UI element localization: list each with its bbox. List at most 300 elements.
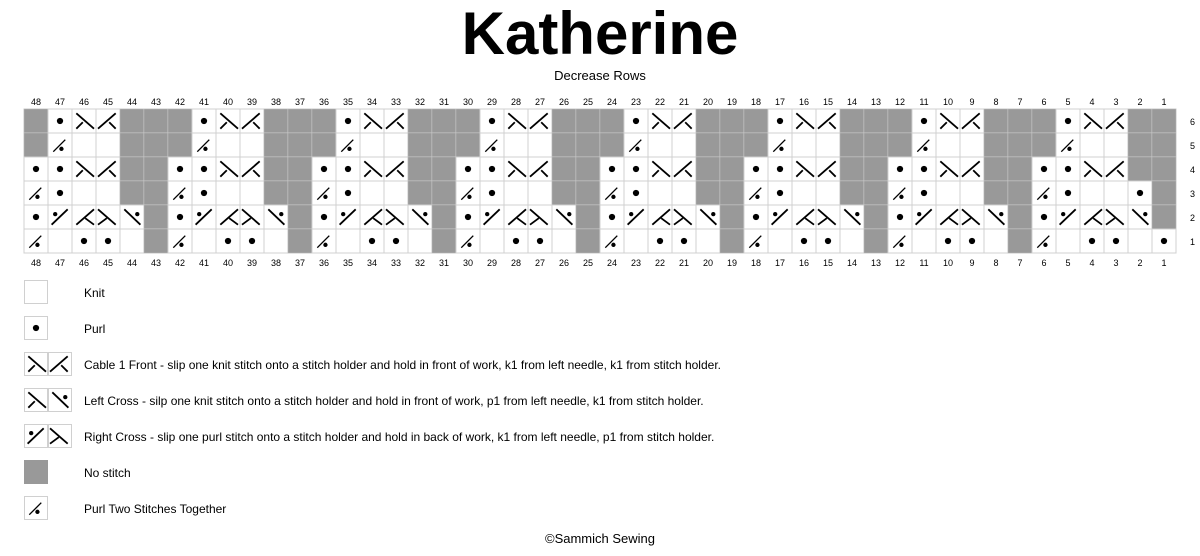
chart-cell xyxy=(744,109,768,133)
chart-cell xyxy=(216,109,240,133)
chart-cell xyxy=(1080,157,1104,181)
chart-cell xyxy=(528,205,552,229)
column-number-bottom: 47 xyxy=(54,258,66,268)
column-number-top: 47 xyxy=(54,97,66,107)
chart-cell xyxy=(864,109,888,133)
chart-cell xyxy=(1104,157,1128,181)
chart-cell xyxy=(216,205,240,229)
column-number-bottom: 8 xyxy=(993,258,999,268)
column-number-top: 18 xyxy=(750,97,762,107)
column-number-top: 46 xyxy=(78,97,90,107)
chart-cell xyxy=(168,157,192,181)
column-number-top: 33 xyxy=(390,97,402,107)
chart-cell xyxy=(816,205,840,229)
chart-cell xyxy=(24,229,48,253)
chart-cell xyxy=(216,181,240,205)
chart-cell xyxy=(72,109,96,133)
chart-cell xyxy=(120,229,144,253)
row-number: 3 xyxy=(1190,189,1196,199)
chart-cell xyxy=(336,133,360,157)
column-number-top: 44 xyxy=(126,97,138,107)
chart-cell xyxy=(240,181,264,205)
chart-cell xyxy=(120,133,144,157)
chart-cell xyxy=(1008,109,1032,133)
chart-cell xyxy=(336,205,360,229)
column-number-top: 4 xyxy=(1089,97,1095,107)
column-number-bottom: 32 xyxy=(414,258,426,268)
chart-cell xyxy=(696,109,720,133)
chart-cell xyxy=(1032,205,1056,229)
chart-cell xyxy=(96,229,120,253)
legend-left-cross-label: Left Cross - silp one knit stitch onto a stitch holder and hold in front of work, p1 from left needle, k1 from stitch holder. xyxy=(84,394,704,408)
chart-cell xyxy=(312,229,336,253)
chart-cell xyxy=(72,229,96,253)
column-number-top: 28 xyxy=(510,97,522,107)
chart-cell xyxy=(480,133,504,157)
column-number-top: 9 xyxy=(969,97,975,107)
chart-cell xyxy=(1128,133,1152,157)
column-number-bottom: 18 xyxy=(750,258,762,268)
chart-cell xyxy=(1080,229,1104,253)
chart-cell xyxy=(696,181,720,205)
chart-cell xyxy=(1032,109,1056,133)
column-number-top: 36 xyxy=(318,97,330,107)
chart-title: Katherine xyxy=(461,0,739,67)
chart-cell xyxy=(480,181,504,205)
chart-cell xyxy=(744,205,768,229)
chart-cell xyxy=(744,133,768,157)
chart-cell xyxy=(48,205,72,229)
chart-cell xyxy=(72,157,96,181)
column-number-bottom: 19 xyxy=(726,258,738,268)
column-number-top: 26 xyxy=(558,97,570,107)
column-number-bottom: 38 xyxy=(270,258,282,268)
column-number-bottom: 33 xyxy=(390,258,402,268)
chart-cell xyxy=(384,205,408,229)
chart-cell xyxy=(24,205,48,229)
chart-cell xyxy=(984,229,1008,253)
column-number-top: 6 xyxy=(1041,97,1047,107)
chart-cell xyxy=(1104,205,1128,229)
chart-cell xyxy=(96,109,120,133)
column-number-top: 3 xyxy=(1113,97,1119,107)
chart-cell xyxy=(144,109,168,133)
chart-cell xyxy=(456,157,480,181)
column-number-bottom: 43 xyxy=(150,258,162,268)
chart-cell xyxy=(720,109,744,133)
legend-right-cross-label: Right Cross - slip one purl stitch onto a stitch holder and hold in back of work, k1 from left needle, p1 from stitch holder. xyxy=(84,430,715,444)
chart-cell xyxy=(408,181,432,205)
chart-cell xyxy=(936,229,960,253)
chart-cell xyxy=(168,205,192,229)
chart-cell xyxy=(240,205,264,229)
chart-cell xyxy=(1128,157,1152,181)
chart-cell xyxy=(504,205,528,229)
chart-cell xyxy=(648,133,672,157)
chart-cell xyxy=(288,157,312,181)
chart-cell xyxy=(144,229,168,253)
chart-cell xyxy=(720,229,744,253)
chart-cell xyxy=(768,157,792,181)
chart-cell xyxy=(528,157,552,181)
chart-cell xyxy=(192,157,216,181)
chart-cell xyxy=(1080,109,1104,133)
column-number-bottom: 40 xyxy=(222,258,234,268)
chart-cell xyxy=(360,229,384,253)
chart-cell xyxy=(960,157,984,181)
chart-cell xyxy=(336,109,360,133)
chart-cell xyxy=(552,109,576,133)
chart-cell xyxy=(864,205,888,229)
chart-cell xyxy=(768,229,792,253)
chart-cell xyxy=(432,157,456,181)
column-number-bottom: 29 xyxy=(486,258,498,268)
column-number-top: 15 xyxy=(822,97,834,107)
column-number-top: 1 xyxy=(1161,97,1167,107)
chart-cell xyxy=(456,229,480,253)
column-number-bottom: 44 xyxy=(126,258,138,268)
chart-cell xyxy=(552,157,576,181)
chart-cell xyxy=(744,157,768,181)
chart-cell xyxy=(552,229,576,253)
chart-cell xyxy=(840,109,864,133)
column-number-bottom: 7 xyxy=(1017,258,1023,268)
chart-cell xyxy=(1128,109,1152,133)
column-number-bottom: 39 xyxy=(246,258,258,268)
chart-cell xyxy=(744,181,768,205)
chart-cell xyxy=(1104,109,1128,133)
chart-cell xyxy=(408,229,432,253)
chart-cell xyxy=(240,109,264,133)
chart-cell xyxy=(672,229,696,253)
chart-cell xyxy=(792,181,816,205)
legend-right-cross-swatch xyxy=(24,424,72,448)
chart-cell xyxy=(936,109,960,133)
chart-cell xyxy=(456,181,480,205)
chart-cell xyxy=(648,109,672,133)
chart-cell xyxy=(600,133,624,157)
chart-cell xyxy=(792,205,816,229)
chart-cell xyxy=(264,181,288,205)
column-number-top: 40 xyxy=(222,97,234,107)
chart-cell xyxy=(1032,157,1056,181)
chart-cell xyxy=(624,229,648,253)
column-number-bottom: 11 xyxy=(919,258,929,268)
chart-cell xyxy=(792,157,816,181)
chart-cell xyxy=(312,109,336,133)
chart-cell xyxy=(360,133,384,157)
column-number-top: 32 xyxy=(414,97,426,107)
chart-cell xyxy=(432,109,456,133)
legend-purl-label: Purl xyxy=(84,322,106,336)
chart-cell xyxy=(144,181,168,205)
column-number-top: 31 xyxy=(438,97,450,107)
chart-cell xyxy=(456,109,480,133)
column-number-top: 48 xyxy=(30,97,42,107)
chart-cell xyxy=(312,133,336,157)
chart-cell xyxy=(72,205,96,229)
column-number-top: 13 xyxy=(870,97,882,107)
column-number-top: 20 xyxy=(702,97,714,107)
chart-cell xyxy=(600,229,624,253)
column-number-top: 35 xyxy=(342,97,354,107)
row-number: 2 xyxy=(1190,213,1196,223)
chart-cell xyxy=(240,133,264,157)
chart-cell xyxy=(384,109,408,133)
legend-left-cross-swatch xyxy=(24,388,72,412)
chart-cell xyxy=(264,109,288,133)
column-number-top: 37 xyxy=(294,97,306,107)
chart-cell xyxy=(1152,133,1176,157)
chart-cell xyxy=(840,205,864,229)
chart-cell xyxy=(1008,229,1032,253)
chart-cell xyxy=(1008,205,1032,229)
chart-cell xyxy=(624,109,648,133)
chart-cell xyxy=(768,133,792,157)
chart-cell xyxy=(504,181,528,205)
column-number-bottom: 16 xyxy=(798,258,810,268)
chart-cell xyxy=(576,205,600,229)
column-number-top: 43 xyxy=(150,97,162,107)
chart-cell xyxy=(408,157,432,181)
chart-cell xyxy=(1056,205,1080,229)
legend-cable-front-swatch xyxy=(24,352,72,376)
chart-cell xyxy=(816,157,840,181)
chart-cell xyxy=(912,181,936,205)
chart-cell xyxy=(1152,205,1176,229)
column-number-top: 2 xyxy=(1137,97,1143,107)
column-number-bottom: 41 xyxy=(198,258,210,268)
column-number-top: 8 xyxy=(993,97,999,107)
chart-cell xyxy=(960,133,984,157)
legend-knit-label: Knit xyxy=(84,286,105,300)
chart-cell xyxy=(264,133,288,157)
chart-cell xyxy=(192,109,216,133)
legend-p2tog-label: Purl Two Stitches Together xyxy=(84,502,227,516)
column-number-top: 22 xyxy=(654,97,666,107)
chart-cell xyxy=(528,229,552,253)
column-number-bottom: 4 xyxy=(1089,258,1095,268)
chart-cell xyxy=(48,133,72,157)
chart-cell xyxy=(504,157,528,181)
chart-cell xyxy=(360,157,384,181)
chart-cell xyxy=(1056,133,1080,157)
column-number-bottom: 45 xyxy=(102,258,114,268)
chart-cell xyxy=(312,157,336,181)
chart-cell xyxy=(912,205,936,229)
chart-cell xyxy=(888,157,912,181)
chart-cell xyxy=(384,157,408,181)
chart-cell xyxy=(312,181,336,205)
column-number-top: 12 xyxy=(894,97,906,107)
column-number-bottom: 3 xyxy=(1113,258,1119,268)
chart-cell xyxy=(1104,133,1128,157)
chart-cell xyxy=(24,181,48,205)
chart-cell xyxy=(888,133,912,157)
chart-cell xyxy=(840,229,864,253)
chart-cell xyxy=(120,181,144,205)
column-number-top: 19 xyxy=(726,97,738,107)
chart-cell xyxy=(336,229,360,253)
column-number-bottom: 25 xyxy=(582,258,594,268)
column-number-bottom: 31 xyxy=(438,258,450,268)
chart-cell xyxy=(504,133,528,157)
column-number-top: 23 xyxy=(630,97,642,107)
chart-cell xyxy=(408,205,432,229)
chart-cell xyxy=(336,157,360,181)
chart-cell xyxy=(96,205,120,229)
column-number-top: 39 xyxy=(246,97,258,107)
chart-cell xyxy=(48,157,72,181)
column-number-bottom: 15 xyxy=(822,258,834,268)
chart-cell xyxy=(528,109,552,133)
legend-knit-swatch xyxy=(24,280,72,304)
chart-cell xyxy=(96,157,120,181)
chart-subtitle: Decrease Rows xyxy=(554,68,646,83)
legend-no-stitch-label: No stitch xyxy=(84,466,131,480)
chart-cell xyxy=(888,109,912,133)
column-number-top: 29 xyxy=(486,97,498,107)
chart-cell xyxy=(648,181,672,205)
chart-cell xyxy=(120,109,144,133)
chart-cell xyxy=(888,205,912,229)
chart-cell xyxy=(576,109,600,133)
chart-cell xyxy=(624,157,648,181)
column-number-top: 27 xyxy=(534,97,546,107)
column-number-bottom: 30 xyxy=(462,258,474,268)
chart-cell xyxy=(144,157,168,181)
chart-cell xyxy=(936,133,960,157)
chart-cell xyxy=(1128,229,1152,253)
legend-no-stitch-swatch xyxy=(24,460,72,484)
chart-cell xyxy=(432,229,456,253)
chart-cell xyxy=(432,205,456,229)
chart-cell xyxy=(384,229,408,253)
chart-cell xyxy=(936,157,960,181)
chart-cell xyxy=(768,205,792,229)
chart-cell xyxy=(1056,157,1080,181)
column-number-top: 7 xyxy=(1017,97,1023,107)
chart-cell xyxy=(696,133,720,157)
chart-cell xyxy=(264,229,288,253)
chart-cell xyxy=(72,133,96,157)
chart-cell xyxy=(984,205,1008,229)
chart-cell xyxy=(48,109,72,133)
chart-cell xyxy=(24,109,48,133)
chart-cell xyxy=(264,157,288,181)
chart-cell xyxy=(1104,181,1128,205)
chart-cell xyxy=(1104,229,1128,253)
chart-cell xyxy=(1008,181,1032,205)
chart-cell xyxy=(720,181,744,205)
chart-cell xyxy=(720,157,744,181)
chart-cell xyxy=(624,205,648,229)
column-number-bottom: 48 xyxy=(30,258,42,268)
chart-cell xyxy=(240,229,264,253)
column-number-top: 11 xyxy=(919,97,929,107)
chart-cell xyxy=(1032,133,1056,157)
chart-cell xyxy=(528,181,552,205)
chart-cell xyxy=(480,109,504,133)
chart-cell xyxy=(1152,157,1176,181)
chart-cell xyxy=(1032,229,1056,253)
chart-cell xyxy=(696,205,720,229)
chart-cell xyxy=(840,157,864,181)
chart-cell xyxy=(816,229,840,253)
column-number-bottom: 21 xyxy=(678,258,690,268)
column-number-top: 38 xyxy=(270,97,282,107)
chart-cell xyxy=(336,181,360,205)
column-number-bottom: 5 xyxy=(1065,258,1071,268)
chart-cell xyxy=(192,181,216,205)
chart-cell xyxy=(960,109,984,133)
column-number-bottom: 14 xyxy=(846,258,858,268)
chart-cell xyxy=(480,157,504,181)
row-number: 1 xyxy=(1190,237,1196,247)
chart-cell xyxy=(888,181,912,205)
chart-cell xyxy=(912,229,936,253)
chart-cell xyxy=(864,133,888,157)
chart-cell xyxy=(600,205,624,229)
chart-cell xyxy=(168,109,192,133)
chart-cell xyxy=(48,229,72,253)
chart-cell xyxy=(864,229,888,253)
chart-cell xyxy=(816,181,840,205)
column-number-bottom: 26 xyxy=(558,258,570,268)
chart-cell xyxy=(504,229,528,253)
chart-cell xyxy=(1128,181,1152,205)
chart-cell xyxy=(72,181,96,205)
chart-cell xyxy=(960,205,984,229)
chart-cell xyxy=(1008,133,1032,157)
column-number-bottom: 17 xyxy=(774,258,786,268)
column-number-top: 14 xyxy=(846,97,858,107)
chart-cell xyxy=(432,133,456,157)
chart-cell xyxy=(792,229,816,253)
chart-cell xyxy=(840,181,864,205)
column-number-bottom: 28 xyxy=(510,258,522,268)
chart-cell xyxy=(120,157,144,181)
chart-cell xyxy=(864,181,888,205)
chart-cell xyxy=(384,133,408,157)
chart-cell xyxy=(672,205,696,229)
chart-cell xyxy=(984,133,1008,157)
chart-cell xyxy=(1056,229,1080,253)
chart-cell xyxy=(552,205,576,229)
chart-cell xyxy=(816,109,840,133)
chart-cell xyxy=(216,133,240,157)
column-number-top: 34 xyxy=(366,97,378,107)
column-number-top: 10 xyxy=(942,97,954,107)
chart-cell xyxy=(432,181,456,205)
chart-cell xyxy=(504,109,528,133)
chart-cell xyxy=(960,229,984,253)
chart-cell xyxy=(24,157,48,181)
chart-cell xyxy=(744,229,768,253)
chart-cell xyxy=(1080,181,1104,205)
column-number-bottom: 2 xyxy=(1137,258,1143,268)
chart-cell xyxy=(360,181,384,205)
chart-cell xyxy=(648,157,672,181)
chart-cell xyxy=(1032,181,1056,205)
chart-cell xyxy=(168,229,192,253)
chart-cell xyxy=(1128,205,1152,229)
chart-cell xyxy=(552,133,576,157)
column-number-top: 25 xyxy=(582,97,594,107)
column-number-bottom: 34 xyxy=(366,258,378,268)
chart-cell xyxy=(576,181,600,205)
legend-p2tog-swatch xyxy=(24,496,72,520)
